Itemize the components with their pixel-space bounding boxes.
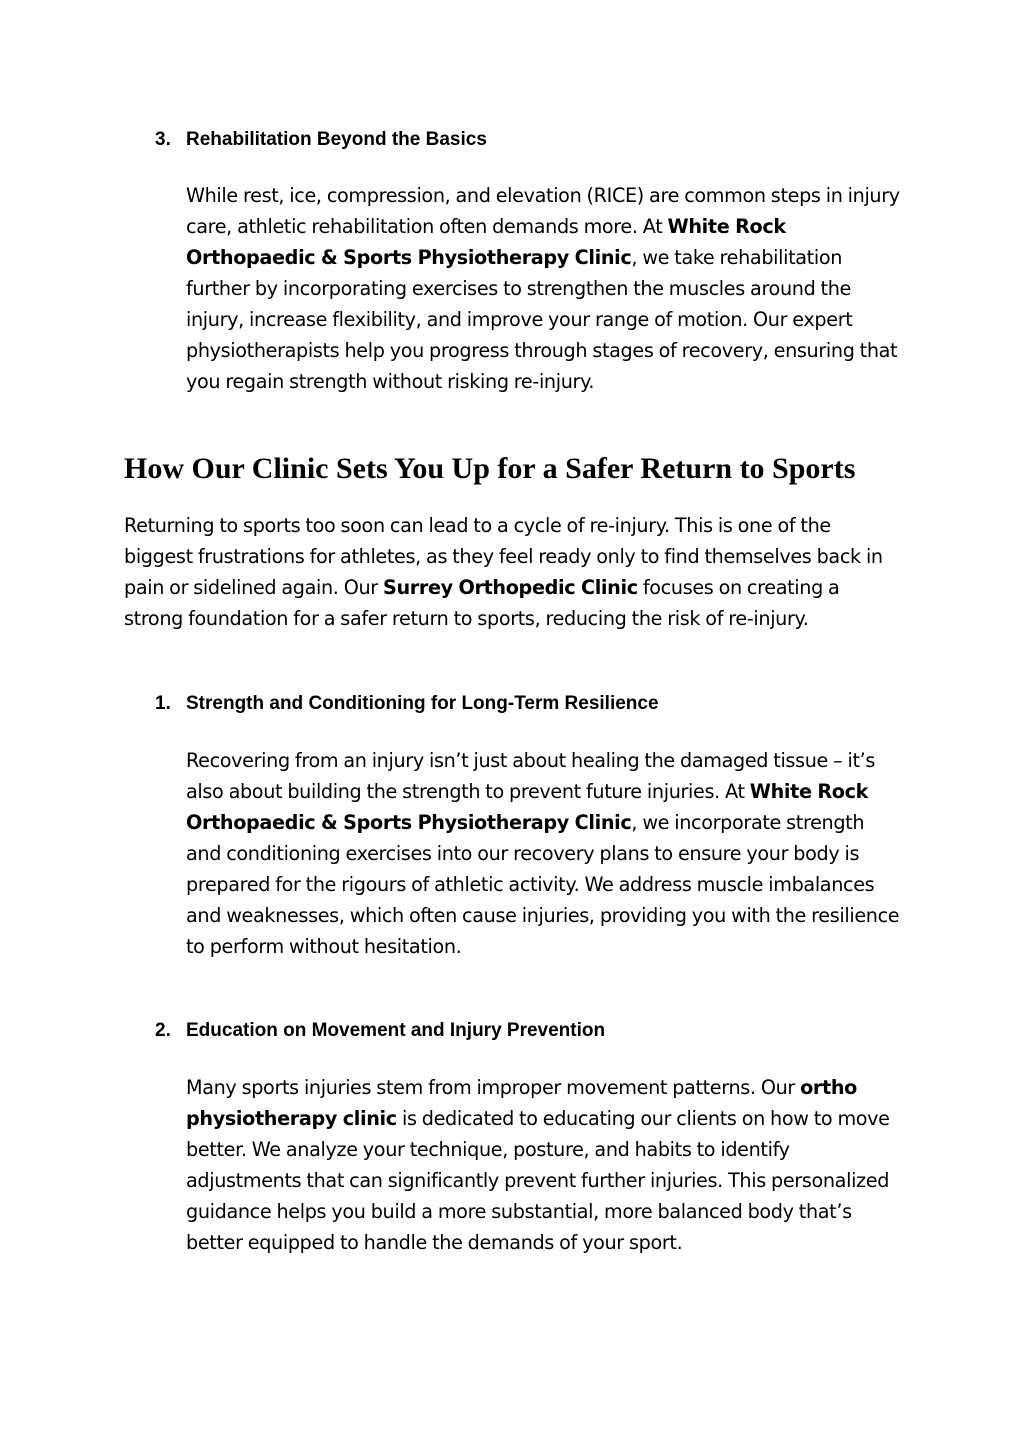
item-1-title: Strength and Conditioning for Long-Term Resilience [186, 693, 659, 714]
item-2-paragraph [186, 1072, 901, 1258]
item-2-title: Education on Movement and Injury Prevention [186, 1020, 606, 1041]
item-2-heading [155, 1019, 605, 1043]
section-3-paragraph [186, 180, 901, 397]
intro-paragraph [124, 510, 894, 634]
section-3-title: Rehabilitation Beyond the Basics [186, 129, 487, 150]
intro-clinic-name: Surrey Orthopedic Clinic [382, 576, 638, 599]
intro-text-end: focuses on creating a strong foundation for a safer return to sports, reducing the risk of re-injury. [124, 576, 840, 630]
item-2-text-end: is dedicated to educating our clients on how to move better. We analyze your technique, posture, and habits to identify adjustments that can significantly prevent further injuries. This personalized guidance helps you build a more substantial, more balanced body that’s better equipped to handle the demands of your sport. [186, 1107, 890, 1254]
section-3-number: 3. [155, 129, 171, 150]
item-1-paragraph [186, 745, 901, 962]
item-1-number: 1. [155, 693, 171, 714]
main-heading: How Our Clinic Sets You Up for a Safer Return to Sports [124, 452, 856, 485]
item-2-number: 2. [155, 1020, 171, 1041]
item-1-text-start: Recovering from an injury isn’t just about healing the damaged tissue – it’s also about building the strength to prevent future injuries. At [186, 749, 876, 803]
section-3-text-start: While rest, ice, compression, and elevation (RICE) are common steps in injury care, athletic rehabilitation often demands more. At [186, 184, 900, 238]
item-1-clinic-name: White Rock Orthopaedic & Sports Physiotherapy Clinic [186, 780, 869, 834]
item-2-text-start: Many sports injuries stem from improper movement patterns. Our [186, 1076, 801, 1099]
item-2-clinic-name: ortho physiotherapy clinic [186, 1076, 857, 1130]
item-1-text-end: , we incorporate strength and conditioning exercises into our recovery plans to ensure your body is prepared for the rigours of athletic activity. We address muscle imbalances and weaknesses, which often cause injuries, providing you with the resilience to perform without hesitation. [186, 811, 900, 958]
section-3-text-end: , we take rehabilitation further by incorporating exercises to strengthen the muscles around the injury, increase flexibility, and improve your range of motion. Our expert physiotherapists help you progress through stages of recovery, ensuring that you regain strength without risking re-injury. [186, 246, 898, 393]
section-3-heading [155, 128, 487, 152]
intro-text-start: Returning to sports too soon can lead to a cycle of re-injury. This is one of the biggest frustrations for athletes, as they feel ready only to find themselves back in pain or sidelined again. Our [124, 514, 883, 599]
section-3-clinic-name: White Rock Orthopaedic & Sports Physiotherapy Clinic [186, 215, 786, 269]
item-1-heading [155, 692, 659, 716]
